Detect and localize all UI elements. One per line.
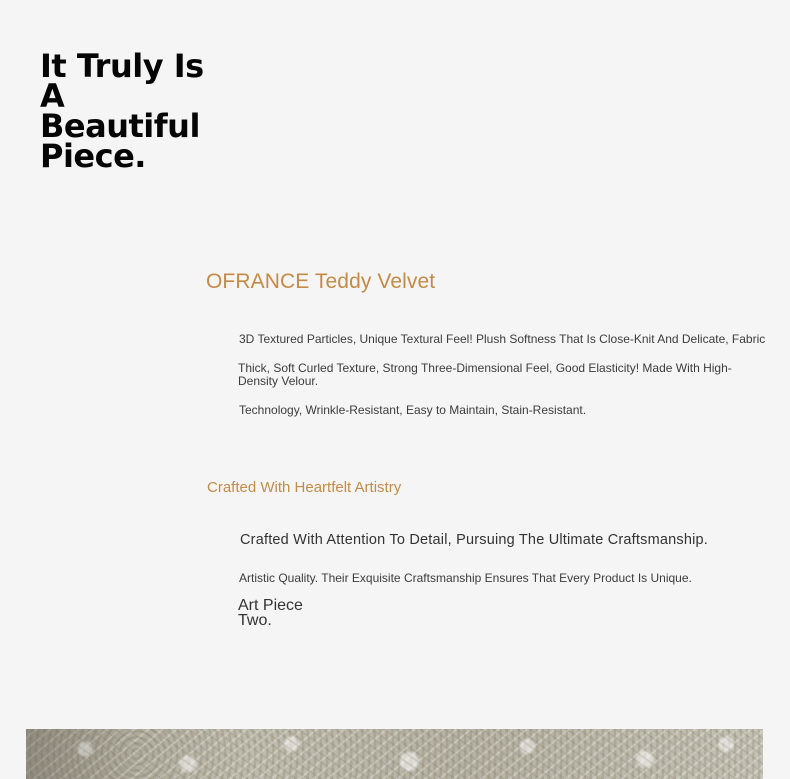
art-piece-label bbox=[238, 598, 303, 628]
hero-title-line: A bbox=[40, 77, 65, 115]
art-piece-line: Two. bbox=[238, 612, 272, 629]
quality-text: Artistic Quality. Their Exquisite Craftsmanship Ensures That Every Product Is Unique. bbox=[239, 571, 692, 585]
art-piece-line: Art Piece bbox=[238, 597, 303, 614]
hero-title-line: Piece. bbox=[40, 137, 146, 175]
product-heading: OFRANCE Teddy Velvet bbox=[206, 270, 436, 293]
product-description-line: Technology, Wrinkle-Resistant, Easy to Maintain, Stain-Resistant. bbox=[239, 403, 587, 417]
craft-tagline: Crafted With Attention To Detail, Pursuing The Ultimate Craftsmanship. bbox=[240, 532, 709, 548]
hero-title bbox=[40, 47, 230, 175]
product-description-line: Thick, Soft Curled Texture, Strong Three-Dimensional Feel, Good Elasticity! Made With High-Density Velour. bbox=[238, 361, 732, 388]
craft-heading: Crafted With Heartfelt Artistry bbox=[207, 479, 402, 496]
teddy-velvet-fabric-image bbox=[26, 729, 763, 779]
product-description-line: 3D Textured Particles, Unique Textural Feel! Plush Softness That Is Close-Knit And Delicate, Fabric bbox=[239, 332, 766, 346]
hero-title-line: It Truly Is bbox=[40, 47, 204, 85]
hero-title-line: Beautiful bbox=[40, 107, 200, 145]
